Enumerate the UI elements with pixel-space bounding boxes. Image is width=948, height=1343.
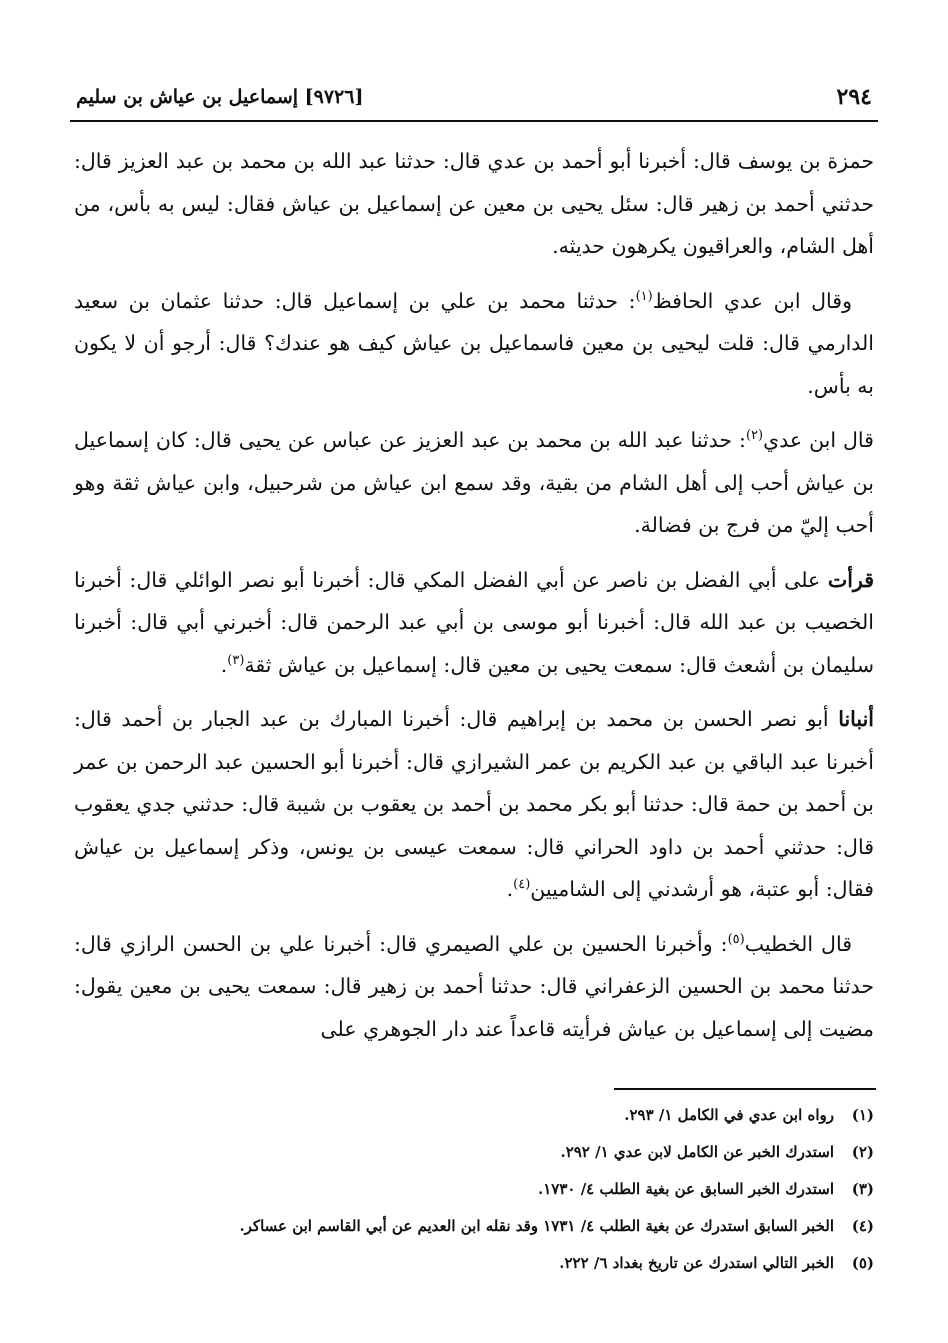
paragraph-text-continued: : حدثنا عبد الله بن محمد بن عبد العزيز عن عباس عن يحيى قال: كان إسماعيل بن عياش أحب إلى أهل الشام من بقية، وقد سمع ابن عياش من شرحبيل، وابن عياش ثقة وهو أحب إليّ من فرج بن فضالة. [74,428,874,537]
footnote-text: الخبر السابق استدرك عن بغية الطلب ٤/ ١٧٣١ وقد نقله ابن العديم عن أبي القاسم ابن عساكر. [239,1217,834,1235]
page-header [70,78,878,122]
paragraph-text: على أبي الفضل بن ناصر عن أبي الفضل المكي قال: أخبرنا أبو نصر الوائلي قال: أخبرنا الخصيب بن عبد الله قال: أخبرنا أبو موسى بن أبي عبد الرحمن قال: أخبرني أبي قال: أخبرنا سليمان بن أشعث قال: سمعت يحيى بن معين قال: إسماعيل بن عياش ثقة [74,567,874,677]
paragraph-lead-word: أنبانا [838,707,874,731]
footnote-text: رواه ابن عدي في الكامل ١/ ٢٩٣. [624,1106,834,1124]
footnote-divider [614,1088,876,1090]
footnote-marker: (٥) [727,931,745,947]
paragraph-text: قال ابن عدي [763,428,874,452]
footnote-text: استدرك الخبر السابق عن بغية الطلب ٤/ ١٧٣٠. [538,1180,834,1198]
footnotes [74,1100,874,1285]
paragraph [74,140,874,268]
running-title: [٩٧٢٦] إسماعيل بن عياش بن سليم [76,86,364,108]
paragraph-text-continued: : وأخبرنا الحسين بن علي الصيمري قال: أخبرنا علي بن الحسن الرازي قال: حدثنا محمد بن الحسين الزعفراني قال: حدثنا أحمد بن زهير قال: سمعت يحيى بن معين يقول: مضيت إلى إسماعيل بن عياش فرأيته قاعداً عند دار الجوهري على [74,931,874,1041]
footnote-marker: (٤) [513,877,531,893]
footnote-number: (٤) [851,1217,874,1235]
paragraph-text: أبو نصر الحسن بن محمد بن إبراهيم قال: أخبرنا المبارك بن عبد الجبار بن أحمد قال: أخبرنا عبد الباقي بن عبد الكريم بن عمر الشيرازي قال: أخبرنا أبو الحسين عبد الرحمن بن عمر بن أحمد بن حمة قال: حدثنا أبو بكر محمد بن أحمد بن يعقوب بن شيبة قال: حدثني جدي يعقوب قال: حدثني أحمد بن داود الحراني قال: سمعت عيسى بن يونس، وذكر إسماعيل بن عياش فقال: أبو عتبة، هو أرشدني إلى الشاميين [74,707,874,901]
paragraph [74,698,874,911]
paragraph-text: وقال ابن عدي الحافظ [652,288,852,313]
paragraph-text: قال الخطيب [744,931,852,956]
footnote-number: (٥) [851,1254,874,1272]
paragraph-lead-word: قرأت [827,567,874,592]
paragraph [74,280,874,408]
paragraph-text-continued: : حدثنا محمد بن علي بن إسماعيل قال: حدثنا عثمان بن سعيد الدارمي قال: قلت ليحيى بن معين فاسماعيل بن عياش كيف هو عندك؟ قال: أرجو أن لا يكون به بأس. [74,288,874,398]
paragraph-text-continued: . [220,652,228,677]
footnote-marker: (٢) [745,428,764,444]
footnote-marker: (٣) [227,652,245,668]
footnote-item [74,1137,874,1167]
paragraph [74,559,874,687]
paragraph [74,419,874,547]
paragraph-text-continued: . [506,877,514,901]
paragraph [74,923,874,1051]
footnote-text: استدرك الخبر عن الكامل لابن عدي ١/ ٢٩٢. [560,1143,834,1161]
paragraph-text: حمزة بن يوسف قال: أخبرنا أبو أحمد بن عدي قال: حدثنا عبد الله بن محمد بن عبد العزيز قال: حدثني أحمد بن زهير قال: سئل يحيى بن معين عن إسماعيل بن عياش فقال: ليس به بأس، من أهل الشام، والعراقيون يكرهون حديثه. [74,149,874,258]
footnote-number: (٢) [851,1143,874,1161]
footnote-item [74,1174,874,1204]
footnote-item [74,1100,874,1130]
footnote-item [74,1248,874,1278]
footnote-marker: (١) [635,288,653,304]
footnote-number: (٣) [851,1180,874,1198]
main-text [74,140,874,1062]
footnote-number: (١) [851,1106,874,1124]
footnote-item [74,1211,874,1241]
footnote-text: الخبر التالي استدرك عن تاريخ بغداد ٦/ ٢٢٢. [559,1254,834,1272]
page-number: ٢٩٤ [836,84,872,110]
